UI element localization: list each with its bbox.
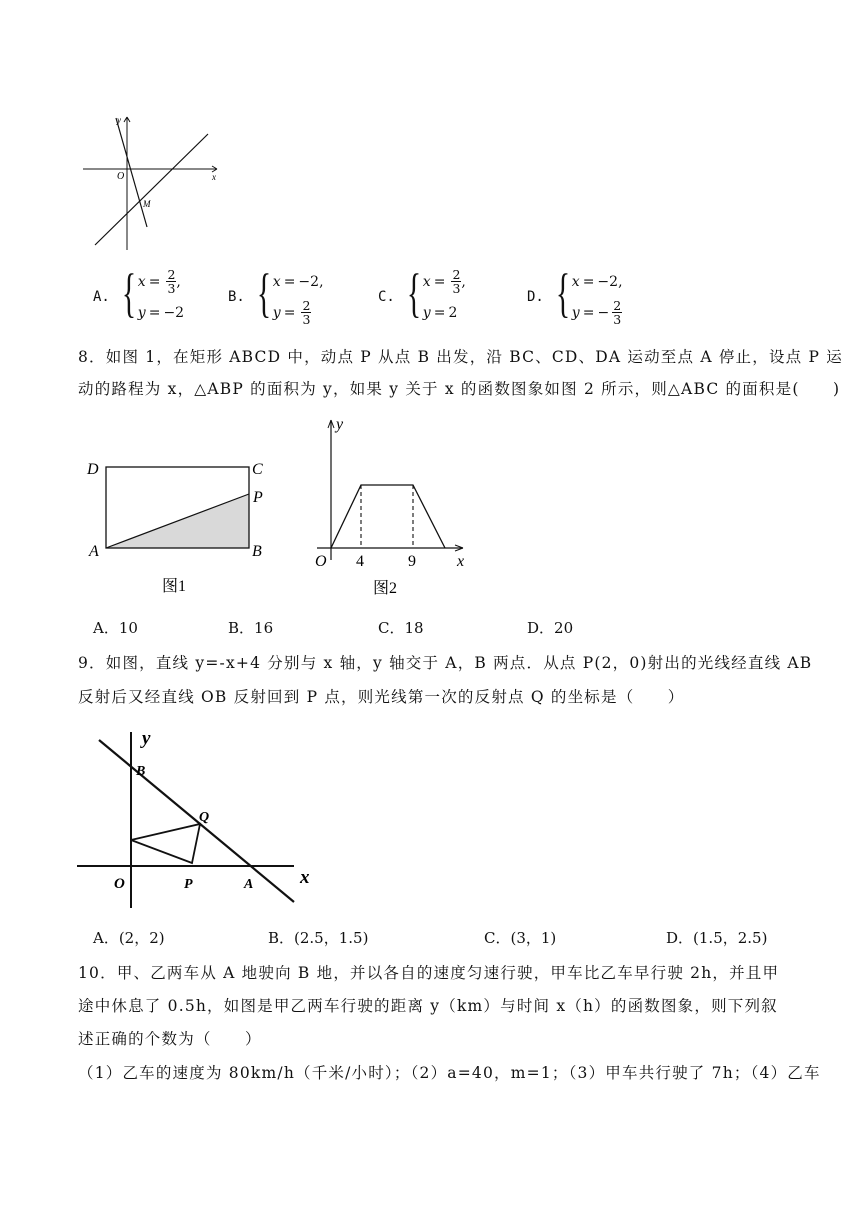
q7-x-label: x xyxy=(212,172,216,182)
q7-c-y-val: 2 xyxy=(448,304,458,321)
q8-option-a[interactable]: A．10 xyxy=(93,619,138,637)
q9-option-a[interactable]: A．(2，2) xyxy=(93,929,165,947)
q10-text-line3: 述正确的个数为（ ） xyxy=(78,1030,262,1048)
q8-fig2-caption: 图2 xyxy=(373,580,398,597)
q7-option-d-brace: { xyxy=(555,263,570,323)
q9-x-label: x xyxy=(300,867,310,888)
q8-figure2 xyxy=(305,415,480,605)
q9-label-b: B xyxy=(136,764,146,779)
q7-b-y-den: 3 xyxy=(302,312,311,327)
q7-d-y-den: 3 xyxy=(613,312,622,327)
q8-fig1-label-b: B xyxy=(252,543,262,560)
q8-fig2-tick-4: 4 xyxy=(356,553,364,570)
q8-fig1-label-d: D xyxy=(87,461,99,478)
q7-point-m-label: M xyxy=(143,199,151,209)
q8-text-line2: 动的路程为 x，△ABP 的面积为 y，如果 y 关于 x 的函数图象如图 2 所示，则△ABC 的面积是( ) xyxy=(78,380,841,398)
q8-fig1-label-a: A xyxy=(89,543,99,560)
q10-text-line2: 途中休息了 0.5h，如图是甲乙两车行驶的距离 y（km）与时间 x（h）的函数图象，则下列叙 xyxy=(78,997,778,1015)
q9-option-b[interactable]: B．(2.5，1.5) xyxy=(268,929,369,947)
q7-b-y-num: 2 xyxy=(302,298,311,313)
q7-origin-label: O xyxy=(117,171,125,182)
q8-option-b[interactable]: B．16 xyxy=(228,619,274,637)
q7-graph xyxy=(80,110,230,260)
q7-d-y-sign: − xyxy=(597,304,610,321)
q8-fig2-x-label: x xyxy=(457,553,465,570)
q9-text-line2: 反射后又经直线 OB 反射回到 P 点，则光线第一次的反射点 Q 的坐标是（ ） xyxy=(78,688,685,706)
q9-label-o: O xyxy=(114,876,125,892)
q8-fig2-origin-label: O xyxy=(315,553,327,570)
q7-option-d[interactable]: D. { x = −2 , y = − $\frac{2}{3}$ xyxy=(527,263,623,327)
q7-option-c-letter: C. xyxy=(378,289,395,305)
q10-text-line4: （1）乙车的速度为 80km/h（千米/小时）；（2）a=40，m=1；（3）甲车共行驶了 7h；（4）乙车 xyxy=(78,1064,821,1082)
q7-a-x-num: 2 xyxy=(167,267,176,282)
q9-label-p: P xyxy=(184,877,193,892)
q7-option-a-brace: { xyxy=(121,263,136,323)
q7-option-a-letter: A. xyxy=(93,289,110,305)
q7-option-c-brace: { xyxy=(406,263,421,323)
q7-y-label: y xyxy=(117,115,121,125)
q7-option-d-letter: D. xyxy=(527,289,544,305)
q9-text-line1: 9．如图，直线 y=-x+4 分别与 x 轴，y 轴交于 A，B 两点．从点 P(2，0)射出的光线经直线 AB xyxy=(78,654,813,672)
q7-a-x-den: 3 xyxy=(167,281,176,296)
q7-option-b[interactable]: B. { x = −2 , y = $\frac{2}{3}$ xyxy=(228,263,324,327)
q8-fig2-tick-9: 9 xyxy=(408,553,416,570)
q9-option-c[interactable]: C．(3，1) xyxy=(484,929,557,947)
q7-a-y-val: −2 xyxy=(163,304,185,321)
q8-option-d[interactable]: D．20 xyxy=(527,619,574,637)
q7-d-y-num: 2 xyxy=(613,298,622,313)
q10-text-line1: 10．甲、乙两车从 A 地驶向 B 地，并以各自的速度匀速行驶，甲车比乙车早行驶 2h，并且甲 xyxy=(78,964,780,982)
q9-y-label: y xyxy=(142,728,151,749)
q8-option-c[interactable]: C．18 xyxy=(378,619,424,637)
q9-label-a: A xyxy=(244,877,254,892)
q8-fig1-label-c: C xyxy=(252,461,263,478)
q8-text-line1: 8．如图 1，在矩形 ABCD 中，动点 P 从点 B 出发，沿 BC、CD、DA 运动至点 A 停止，设点 P 运 xyxy=(78,348,843,366)
q7-d-x-val: −2 xyxy=(597,273,619,290)
q7-c-x-num: 2 xyxy=(452,267,461,282)
q8-figure1 xyxy=(84,452,284,602)
q9-figure xyxy=(74,720,324,915)
q7-option-a[interactable]: A. { x = $\frac{2}{3}$ , y = −2 xyxy=(93,263,185,323)
q7-option-b-brace: { xyxy=(256,263,271,323)
q9-label-q: Q xyxy=(199,810,210,825)
q9-option-d[interactable]: D．(1.5，2.5) xyxy=(666,929,768,947)
q8-fig2-y-label: y xyxy=(336,416,344,433)
q8-fig1-caption: 图1 xyxy=(162,578,187,595)
q7-c-x-den: 3 xyxy=(452,281,461,296)
q7-b-x-val: −2 xyxy=(298,273,320,290)
q8-fig1-label-p: P xyxy=(253,489,263,506)
q7-option-c[interactable]: C. { x = $\frac{2}{3}$ , y = 2 xyxy=(378,263,466,323)
q7-option-b-letter: B. xyxy=(228,289,245,305)
